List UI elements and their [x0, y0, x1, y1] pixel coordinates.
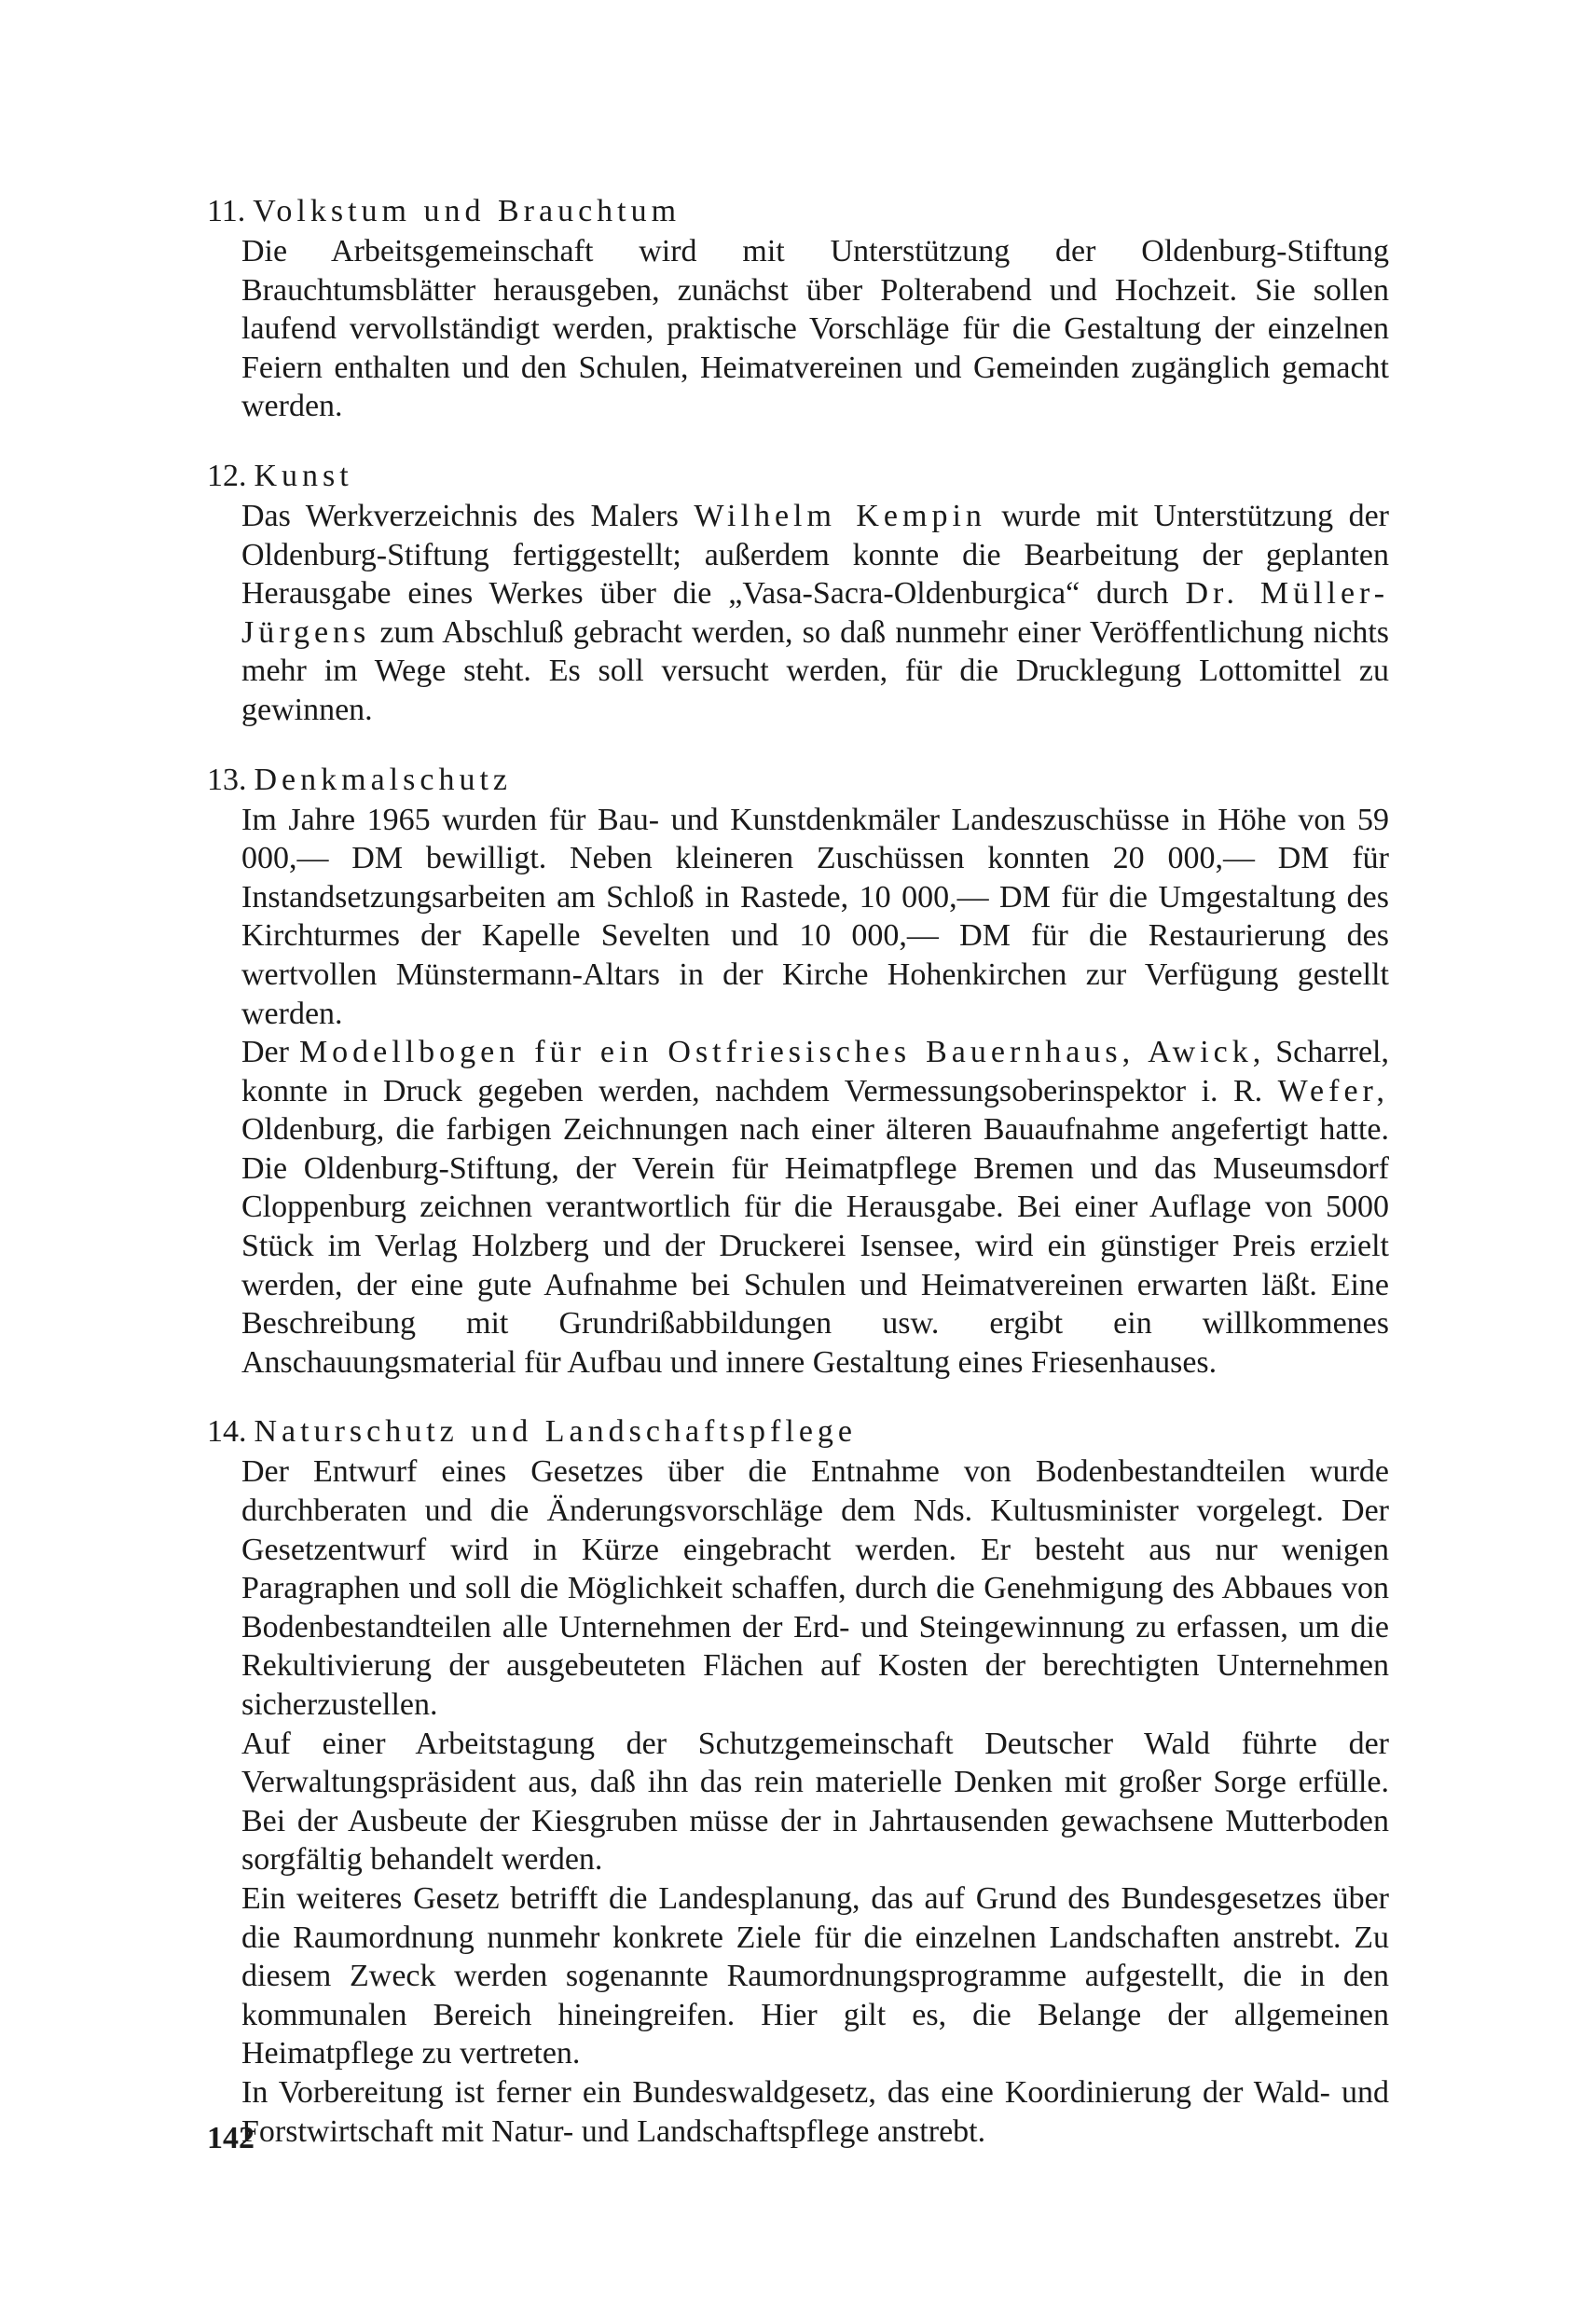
text-run: wurde mit Unterstützung der Oldenburg-Stiftung fertiggestellt; außerdem konnte die Bearbeitung der geplanten Herausgabe eines Werkes über die „Vasa-Sacra-Oldenburgica“ durch	[241, 498, 1389, 612]
paragraph: In Vorbereitung ist ferner ein Bundeswaldgesetz, das eine Koordinierung der Wald- und Forstwirtschaft mit Natur- und Landschaftspflege anstrebt.	[241, 2074, 1389, 2149]
page-number: 142	[207, 2121, 255, 2155]
paragraph: Im Jahre 1965 wurden für Bau- und Kunstdenkmäler Landeszuschüsse in Höhe von 59 000,— DM bewilligt. Neben kleineren Zuschüssen konnten 20 000,— DM für Instandsetzungsarbeiten am Schloß in Rastede, 10 000,— DM für die Umgestaltung des Kirchturmes der Kapelle Sevelten und 10 000,— DM für die Restaurierung des wertvollen Münstermann-Altars in der Kirche Hohenkirchen zur Verfügung gestellt werden.	[241, 802, 1389, 1031]
section-body	[207, 232, 1389, 426]
section-body	[207, 1452, 1389, 2151]
section-kunst	[207, 456, 1389, 730]
section-naturschutz-landschaftspflege	[207, 1411, 1389, 2151]
text-run: Scharrel, konnte in Druck gegeben werden, nachdem Vermessungsoberinspektor i. R.	[241, 1035, 1390, 1108]
text-column	[207, 191, 1389, 2181]
section-body	[207, 801, 1389, 1383]
section-title: Denkmalschutz	[254, 762, 512, 797]
section-number: 13.	[207, 762, 247, 797]
text-run: zum Abschluß gebracht werden, so daß nunmehr einer Veröffentlichung nichts mehr im Wege steht. Es soll versucht werden, für die Drucklegung Lottomittel zu gewinnen.	[241, 614, 1389, 727]
paragraph: Ein weiteres Gesetz betrifft die Landesplanung, das auf Grund des Bundesgesetzes über die Raumordnung nunmehr konkrete Ziele für die einzelnen Landschaften anstrebt. Zu diesem Zweck werden sogenannte Raumordnungsprogramme aufgestellt, die in den kommunalen Bereich hineingreifen. Hier gilt es, die Belange der allgemeinen Heimatpflege zu vertreten.	[241, 1880, 1389, 2071]
person-name: Wilhelm Kempin	[694, 498, 986, 533]
text-run: Oldenburg, die farbigen Zeichnungen nach einer älteren Bauaufnahme angefertigt hatte. Die Oldenburg-Stiftung, der Verein für Heimatpflege Bremen und das Museumsdorf Cloppenburg zeichnen verantwortlich für die Herausgabe. Bei einer Auflage von 5000 Stück im Verlag Holzberg und der Druckerei Isensee, wird ein günstiger Preis erzielt werden, der eine gute Aufnahme bei Schulen und Heimatvereinen erwarten läßt. Eine Beschreibung mit Grundrißabbildungen usw. ergibt ein willkommenes Anschauungsmaterial für Aufbau und innere Gestaltung eines Friesenhauses.	[241, 1112, 1389, 1380]
section-number: 14.	[207, 1414, 247, 1450]
section-number: 11.	[207, 194, 246, 228]
section-volkstum-brauchtum	[207, 191, 1389, 426]
section-title: Kunst	[254, 458, 353, 493]
emphasized-text: Modellbogen für ein Ostfriesisches Bauernhaus, Awick,	[298, 1035, 1266, 1070]
section-heading	[207, 191, 1389, 232]
section-heading	[207, 456, 1389, 497]
section-body	[207, 497, 1389, 730]
paragraph	[241, 497, 1389, 730]
text-run: Das Werkverzeichnis des Malers	[241, 498, 679, 533]
section-heading	[207, 760, 1389, 801]
person-name: Dr. Müller-Jürgens	[241, 576, 1390, 650]
section-title: Volkstum und Brauchtum	[253, 194, 681, 228]
paragraph: Auf einer Arbeitstagung der Schutzgemeinschaft Deutscher Wald führte der Verwaltungspräsident aus, daß ihn das rein materielle Denken mit großer Sorge erfülle. Bei der Ausbeute der Kiesgruben müsse der in Jahrtausenden gewachsene Mutterboden sorgfältig behandelt werden.	[241, 1726, 1389, 1878]
text-run: Der	[241, 1035, 289, 1070]
paragraph: Der Entwurf eines Gesetzes über die Entnahme von Bodenbestandteilen wurde durchberaten und die Änderungsvorschläge dem Nds. Kultusminister vorgelegt. Der Gesetzentwurf wird in Kürze eingebracht werden. Er besteht aus nur wenigen Paragraphen und soll die Möglichkeit schaffen, durch die Genehmigung des Abbaues von Bodenbestandteilen alle Unternehmen der Erd- und Steingewinnung zu erfassen, um die Rekultivierung der ausgebeuteten Flächen auf Kosten der berechtigten Unternehmen sicherzustellen.	[241, 1454, 1389, 1722]
section-heading	[207, 1411, 1389, 1452]
paragraph	[241, 1033, 1389, 1382]
person-name: Wefer,	[1277, 1073, 1390, 1108]
section-number: 12.	[207, 458, 247, 493]
section-title: Naturschutz und Landschaftspflege	[254, 1414, 857, 1450]
paragraph: Die Arbeitsgemeinschaft wird mit Unterstützung der Oldenburg-Stiftung Brauchtumsblätter herausgeben, zunächst über Polterabend und Hochzeit. Sie sollen laufend vervollständigt werden, praktische Vorschläge für die Gestaltung der einzelnen Feiern enthalten und den Schulen, Heimatvereinen und Gemeinden zugänglich gemacht werden.	[241, 234, 1389, 424]
section-denkmalschutz	[207, 760, 1389, 1383]
